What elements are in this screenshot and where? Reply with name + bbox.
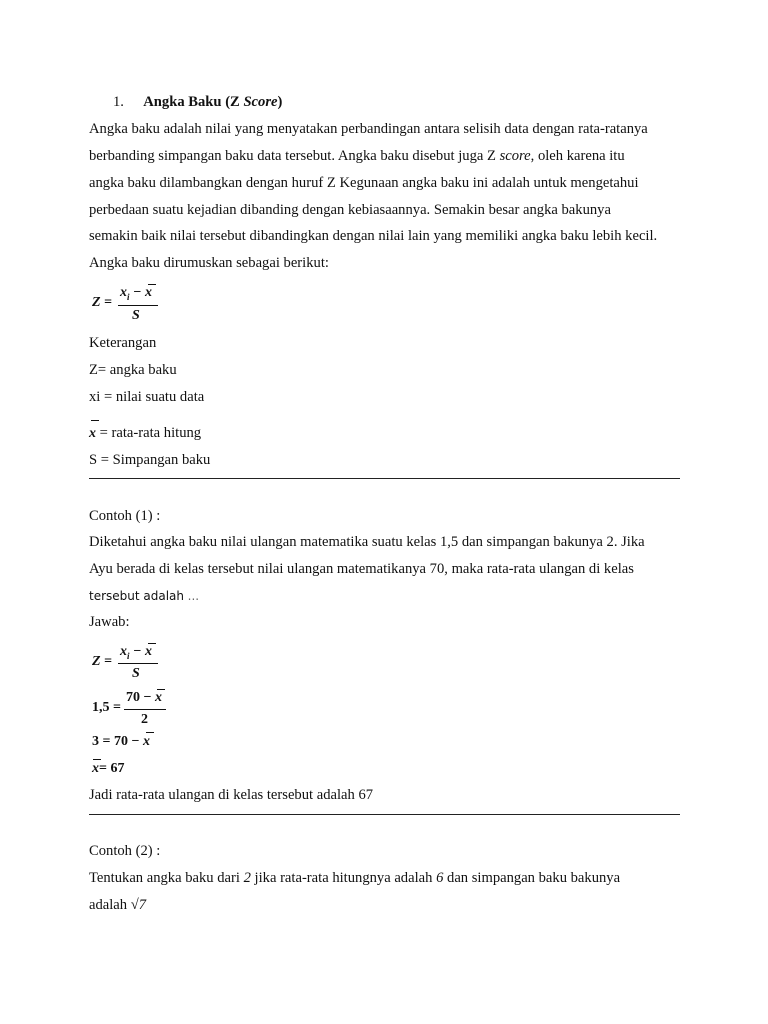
intro-line-4: perbedaan suatu kejadian dibanding dengan kebiasaannya. Semakin besar angka bakunya [89, 202, 611, 218]
keterangan-z: Z= angka baku [89, 362, 177, 378]
fraction-bar [124, 709, 166, 710]
jawab-label: Jawab: [89, 614, 130, 630]
step1-formula [92, 643, 172, 683]
contoh2-line-2: adalah √7 [89, 897, 147, 913]
xbar-overline [148, 284, 156, 285]
contoh1-heading: Contoh (1) : [89, 508, 161, 524]
intro-line-3: angka baku dilambangkan dengan huruf Z Kegunaan angka baku ini adalah untuk mengetahui [89, 175, 639, 191]
xbar-overline [157, 689, 165, 690]
step1-numerator: $x_i - x$ [120, 644, 152, 661]
contoh1-conclusion: Jadi rata-rata ulangan di kelas tersebut adalah 67 [89, 787, 374, 803]
formula-lhs: Z = [92, 295, 113, 310]
keterangan-heading: Keterangan [89, 335, 157, 351]
z-score-formula [92, 282, 172, 326]
section-title-close: ) [277, 94, 283, 110]
formula-denominator: S [132, 308, 140, 323]
intro-line-2 [89, 147, 625, 165]
fraction-bar [118, 305, 158, 306]
step4-xbar: x [92, 761, 99, 776]
fraction-bar [118, 663, 158, 664]
step1-denominator: S [132, 666, 140, 681]
contoh2-heading: Contoh (2) : [89, 843, 161, 859]
step4-formula [92, 761, 124, 777]
step1-lhs: Z = [92, 654, 113, 669]
xbar-overline [146, 732, 154, 733]
step4-rhs: = 67 [99, 761, 125, 776]
intro-line-6: Angka baku dirumuskan sebagai berikut: [89, 255, 329, 271]
keterangan-xbar [89, 424, 201, 443]
divider [89, 478, 680, 479]
xbar-overline [93, 759, 101, 760]
step2-denominator: 2 [141, 712, 148, 727]
step3-formula: 3 = 70 − x [92, 734, 150, 750]
xbar-overline [91, 420, 99, 421]
xbar-overline [148, 643, 156, 644]
contoh1-line-3 [89, 587, 199, 605]
contoh1-line-3-dots: ... [187, 589, 200, 603]
step2-lhs: 1,5 = [92, 700, 121, 715]
section-title: Angka Baku (Z [143, 94, 244, 110]
intro-line-2-text: berbanding simpangan baku data tersebut. Angka baku disebut juga Z [89, 148, 500, 164]
section-title-italic: Score [243, 94, 278, 110]
step2-formula [92, 688, 182, 730]
intro-line-2-rest: , oleh karena itu [530, 148, 625, 164]
contoh2-line-1: Tentukan angka baku dari 2 jika rata-rata hitungnya adalah 6 dan simpangan baku bakunya [89, 870, 621, 886]
divider [89, 814, 680, 815]
contoh1-line-3-text: tersebut adalah [89, 589, 185, 603]
intro-line-2-italic: score [499, 148, 531, 164]
section-number: 1. [113, 94, 124, 110]
section-heading [113, 93, 282, 111]
step3-text: 3 = 70 − [92, 734, 143, 749]
xbar-symbol: x [89, 426, 96, 441]
contoh1-line-1: Diketahui angka baku nilai ulangan matematika suatu kelas 1,5 dan simpangan bakunya 2. Jika [89, 534, 645, 550]
contoh1-line-2: Ayu berada di kelas tersebut nilai ulangan matematikanya 70, maka rata-rata ulangan di kelas [89, 561, 634, 577]
keterangan-xi: xi = nilai suatu data [89, 389, 205, 405]
formula-numerator: $x_i - x$ [120, 285, 152, 302]
step2-numerator: 70 − x [126, 690, 162, 705]
intro-line-5: semakin baik nilai tersebut dibandingkan dengan nilai lain yang memiliki angka baku lebih kecil. [89, 228, 658, 244]
keterangan-s: S = Simpangan baku [89, 452, 211, 468]
xbar-desc: = rata-rata hitung [99, 425, 202, 441]
intro-line-1: Angka baku adalah nilai yang menyatakan perbandingan antara selisih data dengan rata-ratanya [89, 121, 648, 137]
